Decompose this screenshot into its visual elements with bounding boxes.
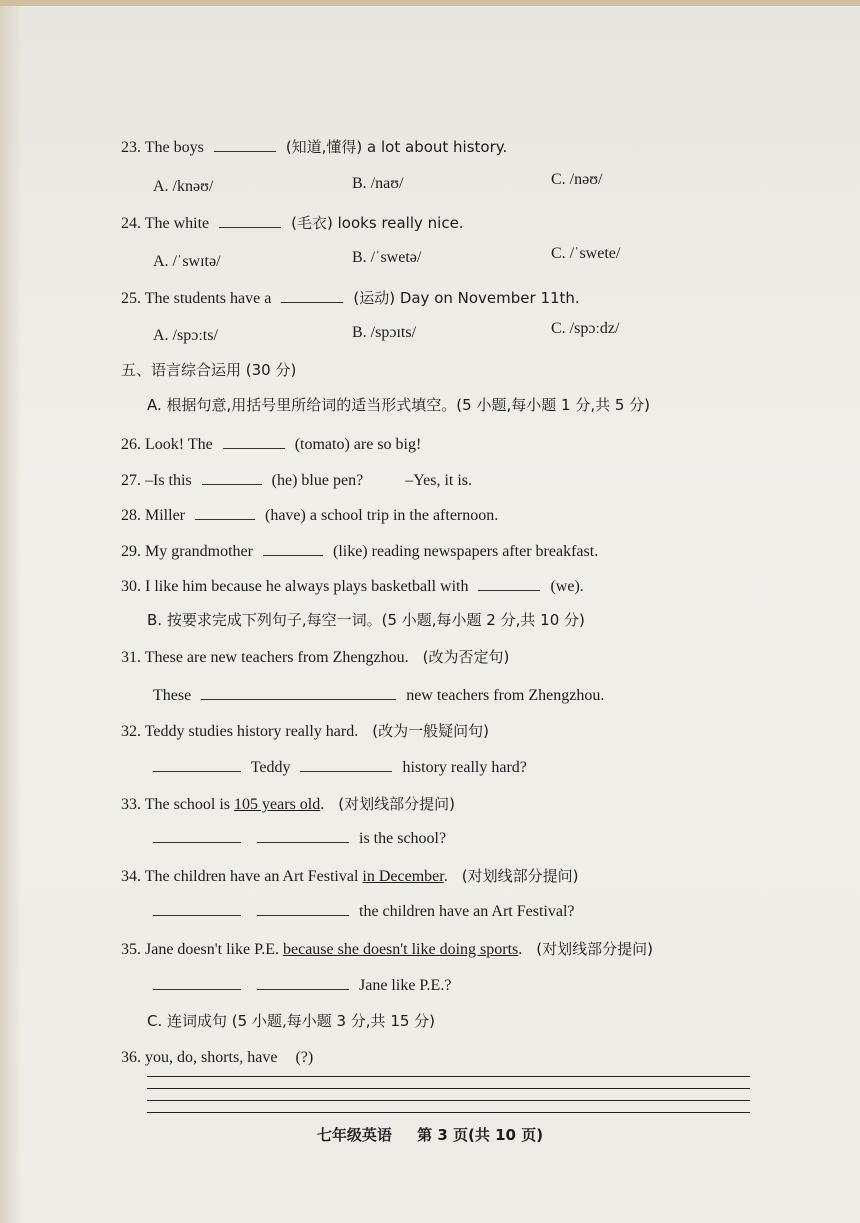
q33-stem: 33. The school is [121,796,231,813]
q34-underlined: in December [362,868,444,885]
q24-option-a[interactable]: A. /ˈswɪtə/ [153,253,221,270]
question-35 [121,939,653,960]
footer-subject: 七年级英语 [316,1126,392,1144]
q27-blank[interactable] [202,470,262,485]
q25-hint: (运动) Day on November 11th. [353,289,580,307]
q31-sentence: 31. These are new teachers from Zhengzhou. [121,649,409,666]
q31-requirement: (改为否定句) [422,648,510,666]
q29-stem: 29. My grandmother [121,543,253,560]
q34-period: . [443,868,448,885]
q25-stem: 25. The students have a [121,290,272,307]
q24-stem: 24. The white [121,215,210,232]
q34-requirement: (对划线部分提问) [461,867,579,885]
q27-stem: 27. –Is this [121,472,192,489]
q32-requirement: (改为一般疑问句) [372,722,489,740]
question-31 [121,647,509,668]
q35-answer-suffix: Jane like P.E.? [359,977,452,994]
part-c-instructions: C. 连词成句 (5 小题,每小题 3 分,共 15 分) [147,1012,436,1030]
q36-answer-line-2[interactable] [147,1088,750,1089]
question-28 [121,505,498,526]
q23-option-a[interactable]: A. /knəʊ/ [153,178,214,195]
q33-period: . [320,796,325,813]
q35-stem: 35. Jane doesn't like P.E. [121,941,279,958]
q29-blank[interactable] [263,541,323,556]
q31-answer-row [153,685,604,706]
q32-sentence: 32. Teddy studies history really hard. [121,723,359,740]
q25-option-b[interactable]: B. /spɔɪts/ [352,324,417,341]
question-29 [121,541,598,562]
question-25 [121,288,580,309]
q32-answer-suffix: history really hard? [402,759,527,776]
q35-blank-1[interactable] [153,975,241,990]
q28-hint: (have) a school trip in the afternoon. [265,507,499,524]
q36-answer-line-3[interactable] [147,1100,750,1101]
q26-hint: (tomato) are so big! [294,436,422,453]
q36-words: 36. you, do, shorts, have [121,1049,278,1066]
q31-blank[interactable] [201,685,396,700]
q28-stem: 28. Miller [121,507,185,524]
q33-requirement: (对划线部分提问) [338,795,455,813]
q23-option-b[interactable]: B. /naʊ/ [352,175,404,192]
question-34 [121,866,578,887]
page-edge-shadow [0,6,22,1223]
q25-blank[interactable] [281,288,343,303]
q23-blank[interactable] [214,137,276,152]
page-footer [0,1124,860,1145]
q29-hint: (like) reading newspapers after breakfast. [332,543,599,560]
q35-requirement: (对划线部分提问) [536,940,653,958]
q31-answer-suffix: new teachers from Zhengzhou. [406,687,605,704]
q32-blank-1[interactable] [153,757,241,772]
q30-stem: 30. I like him because he always plays basketball with [121,578,469,595]
question-26 [121,434,421,455]
part-a-instructions: A. 根据句意,用括号里所给词的适当形式填空。(5 小题,每小题 1 分,共 5 分) [147,396,651,414]
q33-blank-1[interactable] [153,828,241,843]
q27-reply: –Yes, it is. [405,472,473,489]
q30-blank[interactable] [478,576,540,591]
q23-option-c[interactable]: C. /nəʊ/ [551,171,603,188]
footer-page-number: 第 3 页(共 10 页) [417,1126,544,1144]
q34-blank-1[interactable] [153,901,241,916]
q24-option-b[interactable]: B. /ˈswetə/ [352,249,422,266]
q35-blank-2[interactable] [257,975,349,990]
q32-blank-2[interactable] [300,757,392,772]
q30-hint: (we). [550,578,584,595]
q34-answer-row [153,901,574,922]
q35-answer-row [153,975,451,996]
q33-underlined: 105 years old [234,796,321,813]
q24-option-c[interactable]: C. /ˈswete/ [551,245,621,262]
question-24 [121,213,464,234]
q31-answer-prefix: These [153,687,192,704]
q35-underlined: because she doesn't like doing sports [282,941,519,958]
q32-answer-mid: Teddy [250,759,291,776]
section-5-title: 五、语言综合运用 (30 分) [121,361,297,379]
q28-blank[interactable] [195,505,255,520]
q34-stem: 34. The children have an Art Festival [121,868,359,885]
q36-answer-line-1[interactable] [147,1076,750,1077]
q25-option-c[interactable]: C. /spɔːdz/ [551,320,620,337]
question-36 [121,1048,313,1068]
q35-period: . [518,941,523,958]
q24-hint: (毛衣) looks really nice. [291,214,464,232]
q34-blank-2[interactable] [257,901,349,916]
q25-option-a[interactable]: A. /spɔːts/ [153,327,218,344]
q33-blank-2[interactable] [257,828,349,843]
q24-blank[interactable] [219,213,281,228]
question-27 [121,470,472,491]
question-33 [121,794,455,815]
q36-mark: (?) [295,1049,314,1066]
q32-answer-row [153,757,527,778]
part-b-instructions: B. 按要求完成下列句子,每空一词。(5 小题,每小题 2 分,共 10 分) [147,611,585,629]
q34-answer-suffix: the children have an Art Festival? [359,903,575,920]
q23-hint: (知道,懂得) a lot about history. [285,138,508,156]
question-32 [121,721,489,742]
q23-stem: 23. The boys [121,139,204,156]
question-23 [121,137,507,158]
q26-stem: 26. Look! The [121,436,213,453]
question-30 [121,576,584,597]
q33-answer-suffix: is the school? [359,830,447,847]
q26-blank[interactable] [223,434,285,449]
q36-answer-line-4[interactable] [147,1112,750,1113]
q27-hint: (he) blue pen? [271,472,364,489]
q33-answer-row [153,828,446,849]
